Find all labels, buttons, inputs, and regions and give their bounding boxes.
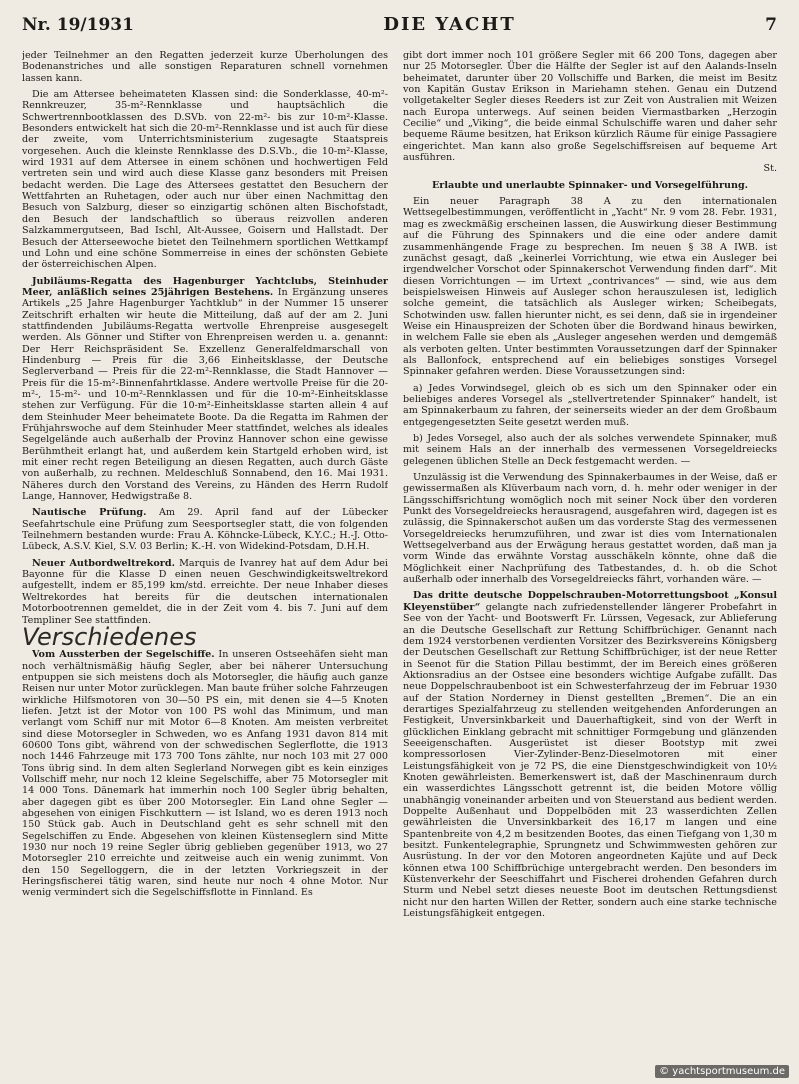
sailing-ships-article [22,649,388,899]
page-header [22,14,777,40]
sailing-ships-body: In unseren Ostseehäfen sieht man noch verhältnismäßig häufig Segler, aber bei näherer Untersuchung entpuppen sie sich meistens doch als Motorsegler, die häufig auch ganze Reisen nur unter Motor zurücklegen. Man baute früher solche Fahrzeugen wirkliche Hilfsmotoren von 30—50 PS ein, mit denen sie 4—5 Knoten liefen. Jetzt ist der Motor von 100 PS wohl das Minimum, und man verlangt vom Schiff nur mit Motor 6—8 Knoten. Am meisten verbreitet sind diese Motorsegler in Schweden, wo es Anfang 1931 davon 814 mit 60600 Tons gibt, während von der schwedischen Seglerflotte, die 1913 noch 1446 Fahrzeuge mit 173 700 Tons zählte, nur noch 103 mit 27 000 Tons übrig sind. In dem alten Seglerland Norwegen gibt es kein einziges Vollschiff mehr, nur noch 12 kleine Segelschiffe, aber 75 Motorsegler mit 14 000 Tons. Dänemark hat immerhin noch 100 Segler übrig behalten, aber dagegen gibt es über 200 Motorsegler. Ein Land ohne Segler — abgesehen von einigen Fischkuttern — ist Island, wo es deren 1913 noch 150 Stück gab. Auch in Deutschland geht es sehr schnell mit den Segelschiffen zu Ende. Abgesehen von kleinen Küstenseglern sind Mitte 1930 nur noch 19 reine Segler übrig geblieben gegenüber 1913, wo 27 Motorsegler 210 erreichte und zeitweise auch ein wenig zunimmt. Von den 150 Segelloggern, die in der letzten Vorkriegszeit in der Heringsfischerei tätig waren, sind heute nur noch 4 ohne Motor. Nur wenig vermindert sich die Segelschiffsflotte in Finnland. Es [22,649,388,899]
nautical-exam-article [22,507,388,552]
hagenburg-heading: Jubiläums-Regatta des Hagenburger Yachtclubs, Steinhuder Meer, anläßlich seines 25jährigen Bestehens. [22,275,388,298]
hagenburg-body: In Ergänzung unseres Artikels „25 Jahre Hagenburger Yachtklub“ in der Nummer 15 unserer Zeitschrift erhalten wir heute die Mitteilung, daß auf der am 2. Juni stattfindenden Jubiläums-Regatta wertvolle Ehrenpreise ausgesegelt werden. Als Gönner und Stifter von Ehrenpreisen werden u. a. genannt: Der Herr Reichspräsident Se. Exzellenz Generalfeldmarschall von Hindenburg — Preis für die 3,66 Einheitsklasse, der Deutsche Seglerverband — Preis für die 22-m²-Rennklasse, die Stadt Hannover — Preis für die 15-m²-Binnenfahrtklasse. Andere wertvolle Preise für die 20-m²-, 15-m²- und 10-m²-Rennklassen und für die 10-m²-Einheitsklasse stehen zur Verfügung. Für die 10-m²-Einheitsklasse starten allein 4 auf dem Steinhuder Meer beheimatete Boote. Da die Regatta im Rahmen der Frühjahrswoche auf dem Steinhuder Meer stattfindet, welches als ideales Segelgelände auch außerhalb der Provinz Hannover schon eine gewisse Berühmtheit erlangt hat, und außerdem kein Startgeld erhoben wird, ist mit einer recht regen Beteiligung an diesen Regatten, auch durch Gäste von außerhalb, zu rechnen. Meldeschluß Sonnabend, den 16. Mai 1931. Näheres durch den Vorstand des Vereins, zu Händen des Herrn Rudolf Lange, Hannover, Hedwigstraße 8. [22,286,388,503]
lifeboat-body: gelangte nach zufriedenstellender längerer Probefahrt in See von der Yacht- und Bootswerft Fr. Lürssen, Vegesack, zur Ablieferung an die Deutsche Gesellschaft zur Rettung Schiffbrüchiger. Genannt nach dem 1924 verstorbenen verdienten Vorsitzer des Bezirksvereins Königsberg der Deutschen Gesellschaft zur Rettung Schiffbrüchiger, ist der neue Retter in Seenot für die Station Pillau bestimmt, der im Bereich eines größeren Aktionsradius an der Ostsee eine besonders wichtige Aufgabe zufällt. Das neue Doppelschraubenboot ist ein Schwesterfahrzeug der im Februar 1930 auf der Station Norderney in Dienst gestellten „Bremen“. Die an ein derartiges Spezialfahrzeug zu stellenden weitgehenden Anforderungen an Festigkeit, Unversinkbarkeit und Dauerhaftigkeit, sind von der Werft in glücklichen Einklang gebracht mit schnittiger Formgebung und glänzenden Seeeigenschaften. Ausgerüstet ist dieser Bootstyp mit zwei kompressorlosen Vier-Zylinder-Benz-Dieselmotoren mit einer Leistungsfähigkeit von je 72 PS, die eine Dienstgeschwindigkeit von 10½ Knoten gewährleisten. Bemerkenswert ist, daß der Maschinenraum durch ein wasserdichtes Längsschott getrennt ist, die beiden Motore völlig unabhängig voneinander arbeiten und von Steuerstand aus bedient werden. Doppelte Außenhaut und Doppelböden mit 23 wasserdichten Zellen gewährleisten die Unversinkbarkeit des 16,17 m langen und eine Spantenbreite von 4,2 m besitzenden Bootes, das einen Tiefgang von 1,30 m besitzt. Funkentelegraphie, Sprungnetz und Schwimmwesten gehören zur Ausrüstung. In der vor den Motoren angeordneten Kajüte und auf Deck können etwa 100 Schiffbrüchige untergebracht werden. Den besonders im Küstenverkehr der Seeschiffahrt und Fischerei drohenden Gefahren durch Sturm und Nebel setzt dieses neueste Boot im deutschen Rettungsdienst nicht nur den harten Willen der Retter, sondern auch eine starke technische Leistungsfähigkeit entgegen. [403,601,777,920]
spinnaker-body: Ein neuer Paragraph 38 A zu den internationalen Wettsegelbestimmungen, veröffentlicht in „Yacht“ Nr. 9 vom 28. Febr. 1931, mag es zweckmäßig erscheinen lassen, die Auswirkung dieser Bestimmung auf die Führung des Spinnakers und die eine oder andere damit zusammenhängende Frage zu besprechen. Im neuen § 38 A IWB. ist zunächst gesagt, daß „keinerlei Vorrichtung, wie etwa ein Ausleger bei irgendwelcher Vorschot oder Spinnakerschot Verwendung finden darf“. Mit diesen Vorrichtungen — im Urtext „contrivances“ — sind, wie aus dem beispielsweisen Hinweis auf Ausleger schon herauszulesen ist, lediglich solche gemeint, die tatsächlich als Ausleger wirken; Scheibegats, Schotwinden usw. fallen hierunter nicht, es sei denn, daß sie in irgendeiner Weise ein Hinauspreizen der Schoten über die Bordwand hinaus bewirken, in welchem Falle sie eben als „Ausleger angesehen werden und demgemäß als verboten gelten. Unter bestimmten Voraussetzungen darf der Spinnaker als Ballonfock, entsprechend auf ein beliebiges sonstiges Vorsegel Spinnaker gefahren werden. Diese Voraussetzungen sind: [403,196,777,378]
lifeboat-heading: Das dritte deutsche Doppelschrauben-Motorrettungsboot „Konsul Kleyenstüber“ [403,590,777,613]
author-signature: St. [763,163,777,175]
copyright-watermark: © yachtsportmuseum.de [655,1065,789,1078]
outboard-record-heading: Neuer Autbordweltrekord. [32,557,175,569]
sailing-ships-heading: Vom Aussterben der Segelschiffe. [32,649,215,661]
outboard-record-body: Marquis de Ivanrey hat auf dem Adur bei Bayonne für die Klasse D einen neuen Geschwindigkeitsweltrekord aufgestellt, indem er 85,199 km/std. erreichte. Der neue Inhaber dieses Weltrekordes hat bereits für die deutschen internationalen Motorbootrennen gemeldet, die in der Zeit vom 4. bis 7. Juni auf dem Templiner See stattfinden. [22,557,388,626]
section-title-verschiedenes: Verschiedenes [22,622,197,651]
sailing-ships-continued: gibt dort immer noch 101 größere Segler mit 66 200 Tons, dagegen aber nur 25 Motorsegler. Über die Hälfte der Segler ist auf den Aalands-Inseln beheimatet, darunter über 20 Vollschiffe und Barken, die meist im Besitz von Kapitän Gustav Erikson in Mariehamn stehen. Genau ein Dutzend vollgetakelter Segler dieses Reeders ist zur Zeit von Australien mit Weizen nach Europa unterwegs. Auf seinen beiden Viermastbarken „Herzogin Cecilie“ und „Viking“, die beide einmal Schulschiffe waren und daher sehr bequeme Räume besitzen, hat Erikson kürzlich Räume für einige Passagiere eingerichtet. Man kann also große Segelschiffsreisen auf bequeme Art ausführen. [403,50,777,164]
hagenburg-article [22,276,388,503]
issue-number: Nr. 19/1931 [22,15,134,35]
attersee-classes: Die am Attersee beheimateten Klassen sind: die Sonderklasse, 40-m²-Rennkreuzer, 35-m²-Rennklasse und hauptsächlich die Schwertrennbootklassen des D.SVb. von 22-m²- bis zur 10-m²-Klasse. Besonders entwickelt hat sich die 20-m²-Rennklasse und ist auch für diese der zweite, vom Unterrichtsministerium zugesagte Staatspreis vorgesehen. Auch die kleinste Rennklasse des D.S.Vb., die 10-m²-Klasse, wird 1931 auf dem Attersee in einem schönen und hochwertigen Feld vertreten sein und wird auch diese Klasse ganz besonders mit Preisen bedacht werden. Die Lage des Attersees gestattet den Besuchern der Wettfahrten an Ruhetagen, oder auch nur über einen Nachmittag den Besuch von Salzburg, dieser so einzigartig schönen alten Bischofstadt, den Besuch der landschaftlich so überaus reizvollen anderen Salzkammergutseen, Bad Ischl, Alt-Aussee, Goisern und Hallstadt. Der Besuch der Atterseewoche bietet den Teilnehmern sportlichen Wettkampf und Lohn und eine schöne Sommerreise in eines der schönsten Gebiete der österreichischen Alpen. [22,89,388,271]
nautical-exam-body: Am 29. April fand auf der Lübecker Seefahrtschule eine Prüfung zum Seesportsegler statt, die von folgenden Teilnehmern bestanden wurde: Frau A. Köhncke-Lübeck, K.Y.C.; H.-J. Otto-Lübeck, A.S.V. Kiel, S.V. 03 Berlin; K.-H. von Widekind-Potsdam, D.H.H. [22,507,388,553]
right-column [403,50,777,1066]
page-number: 7 [765,15,777,35]
nautical-exam-heading: Nautische Prüfung. [32,507,147,519]
spinnaker-heading: Erlaubte und unerlaubte Spinnaker- und Vorsegelführung. [432,179,748,191]
outboard-record-article [22,558,388,626]
spinnaker-rule-b: b) Jedes Vorsegel, also auch der als solches verwendete Spinnaker, muß mit seinem Hals an der innerhalb des vermessenen Vorsegeldreiecks gelegenen üblichen Stelle an Deck festgemacht werden. — [403,433,777,467]
spinnaker-rule-a: a) Jedes Vorwindsegel, gleich ob es sich um den Spinnaker oder ein beliebiges anderes Vorsegel als „stellvertretender Spinnaker“ handelt, ist am Spinnakerbaum zu fahren, der seinerseits wieder an der dem Großbaum entgegengesetzten Seite gesetzt werden muß. [403,382,777,428]
attersee-continued: jeder Teilnehmer an den Regatten jederzeit kurze Überholungen des Bodenanstriches und alle sonstigen Reparaturen schnell vornehmen lassen kann. [22,50,388,84]
left-column [22,50,388,1066]
spinnaker-boom-usage: Unzulässig ist die Verwendung des Spinnakerbaumes in der Weise, daß er gewissermaßen als Klüverbaum nach vorn, d. h. mehr oder weniger in der Längsschiffsrichtung womöglich noch mit seiner Nock über den vorderen Punkt des Vorsegeldreiecks herausragend, ausgefahren wird, dagegen ist es zulässig, die Spinnakerschot außen um das vorderste Stag des vermessenen Vorsegeldreiecks herumzuführen, und zwar ist dies vom Internationalen Wettsegelverband aus der Erwägung heraus gestattet worden, daß man ja vorm Winde das erwähnte Vorstag ausschäkeln könnte, ohne daß die Möglichkeit einer Nachprüfung des Tatbestandes, d. h. ob die Schot außerhalb oder innerhalb des Vorsegeldreiecks fährt, vorhanden wäre. — [403,472,777,586]
magazine-title: DIE YACHT [383,14,516,35]
lifeboat-article [403,590,777,919]
